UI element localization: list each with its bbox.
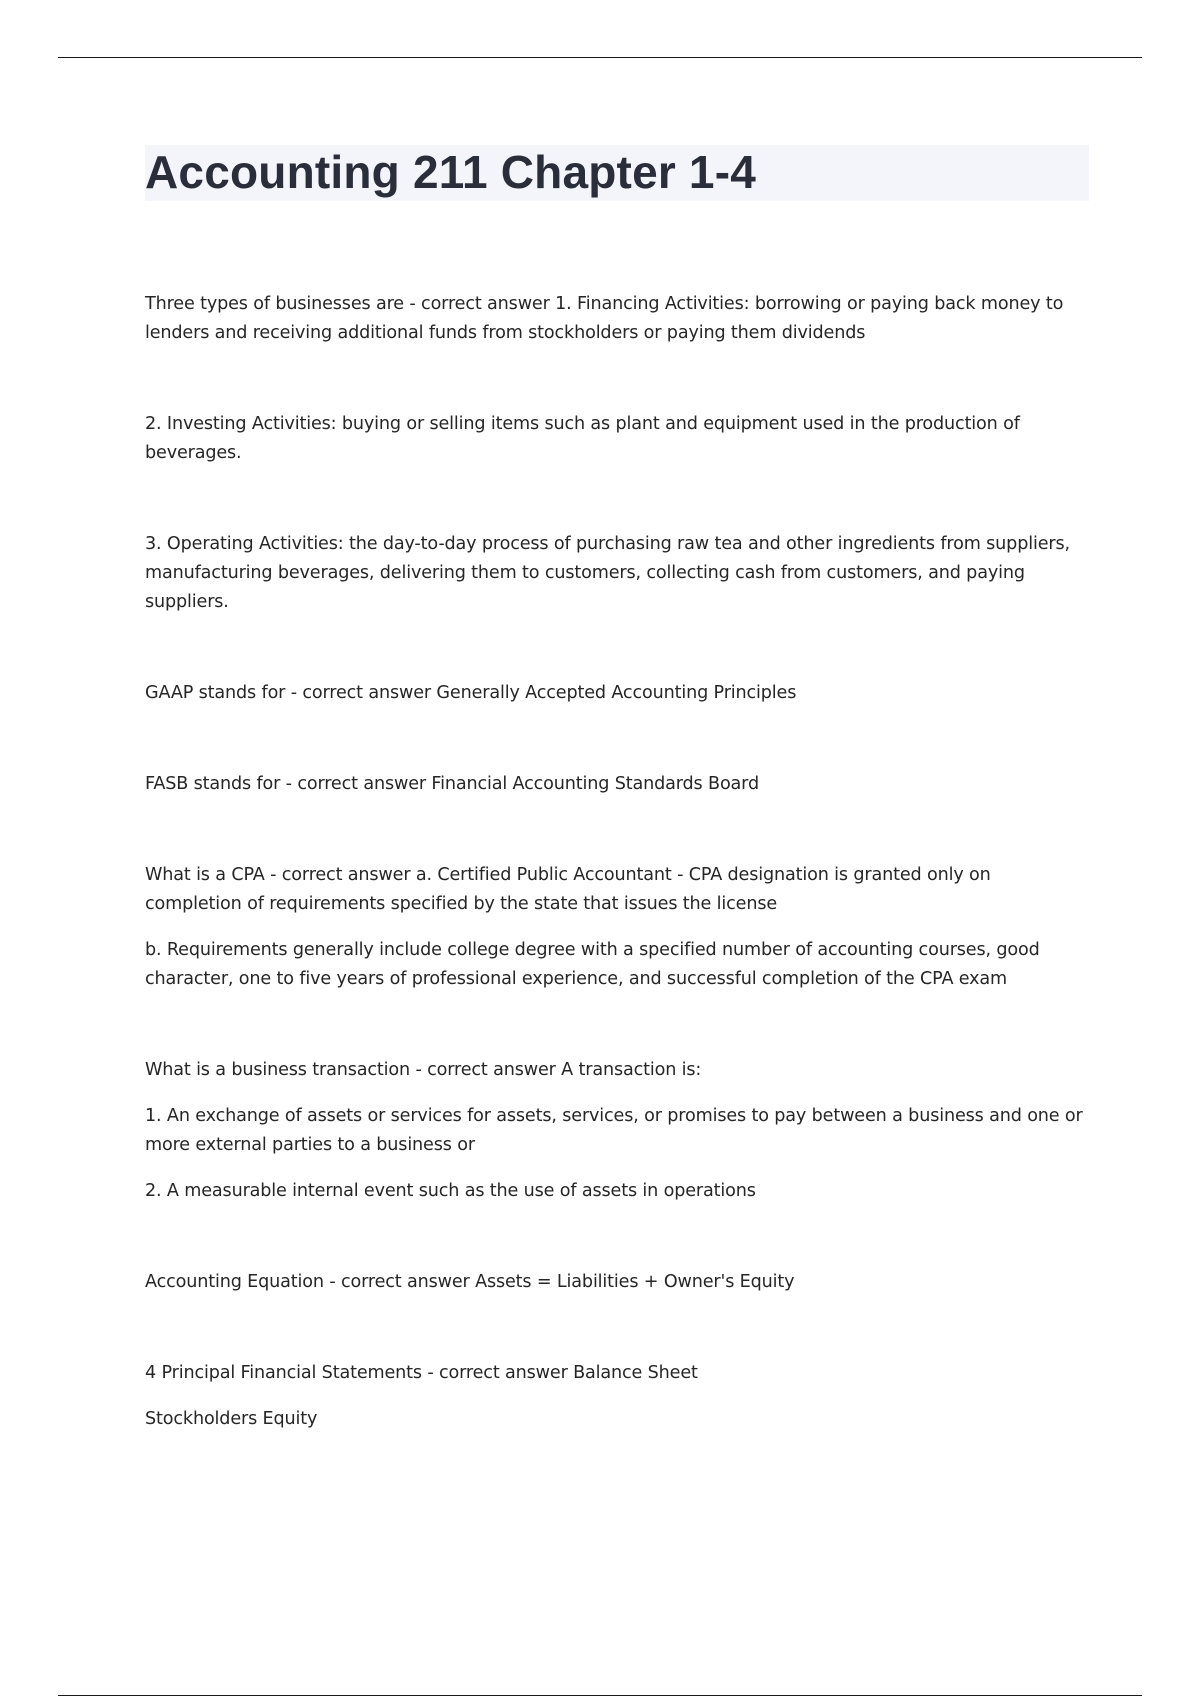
paragraph-cpa: What is a CPA - correct answer a. Certified Public Accountant - CPA designation is granted only on completion of requirements specified by the state that issues the license xyxy=(145,865,991,914)
paragraph-gaap: GAAP stands for - correct answer Generally Accepted Accounting Principles xyxy=(145,683,797,703)
paragraph-stockholders-equity: Stockholders Equity xyxy=(145,1409,318,1429)
paragraph-cpa-requirements: b. Requirements generally include college degree with a specified number of accounting courses, good character, one to five years of professional experience, and successful completion of the CPA exam xyxy=(145,940,1040,989)
paragraph-financial-statements: 4 Principal Financial Statements - correct answer Balance Sheet xyxy=(145,1363,698,1383)
paragraph-transaction: What is a business transaction - correct answer A transaction is: xyxy=(145,1060,702,1080)
paragraph-fasb: FASB stands for - correct answer Financial Accounting Standards Board xyxy=(145,774,759,794)
bottom-rule xyxy=(58,1695,1142,1696)
document-title: Accounting 211 Chapter 1-4 xyxy=(145,146,757,198)
paragraph-investing: 2. Investing Activities: buying or selling items such as plant and equipment used in the production of beverages. xyxy=(145,414,1020,463)
paragraph-operating: 3. Operating Activities: the day-to-day process of purchasing raw tea and other ingredients from suppliers, manufacturing beverages, delivering them to customers, collecting cash from customers, and paying suppliers. xyxy=(145,534,1070,612)
paragraph-business-types: Three types of businesses are - correct answer 1. Financing Activities: borrowing or paying back money to lenders and receiving additional funds from stockholders or paying them dividends xyxy=(145,294,1064,343)
document-body xyxy=(145,290,1085,1434)
paragraph-transaction-internal: 2. A measurable internal event such as the use of assets in operations xyxy=(145,1181,756,1201)
paragraph-transaction-exchange: 1. An exchange of assets or services for assets, services, or promises to pay between a business and one or more external parties to a business or xyxy=(145,1106,1083,1155)
paragraph-accounting-equation: Accounting Equation - correct answer Assets = Liabilities + Owner's Equity xyxy=(145,1272,795,1292)
top-rule xyxy=(58,57,1142,58)
